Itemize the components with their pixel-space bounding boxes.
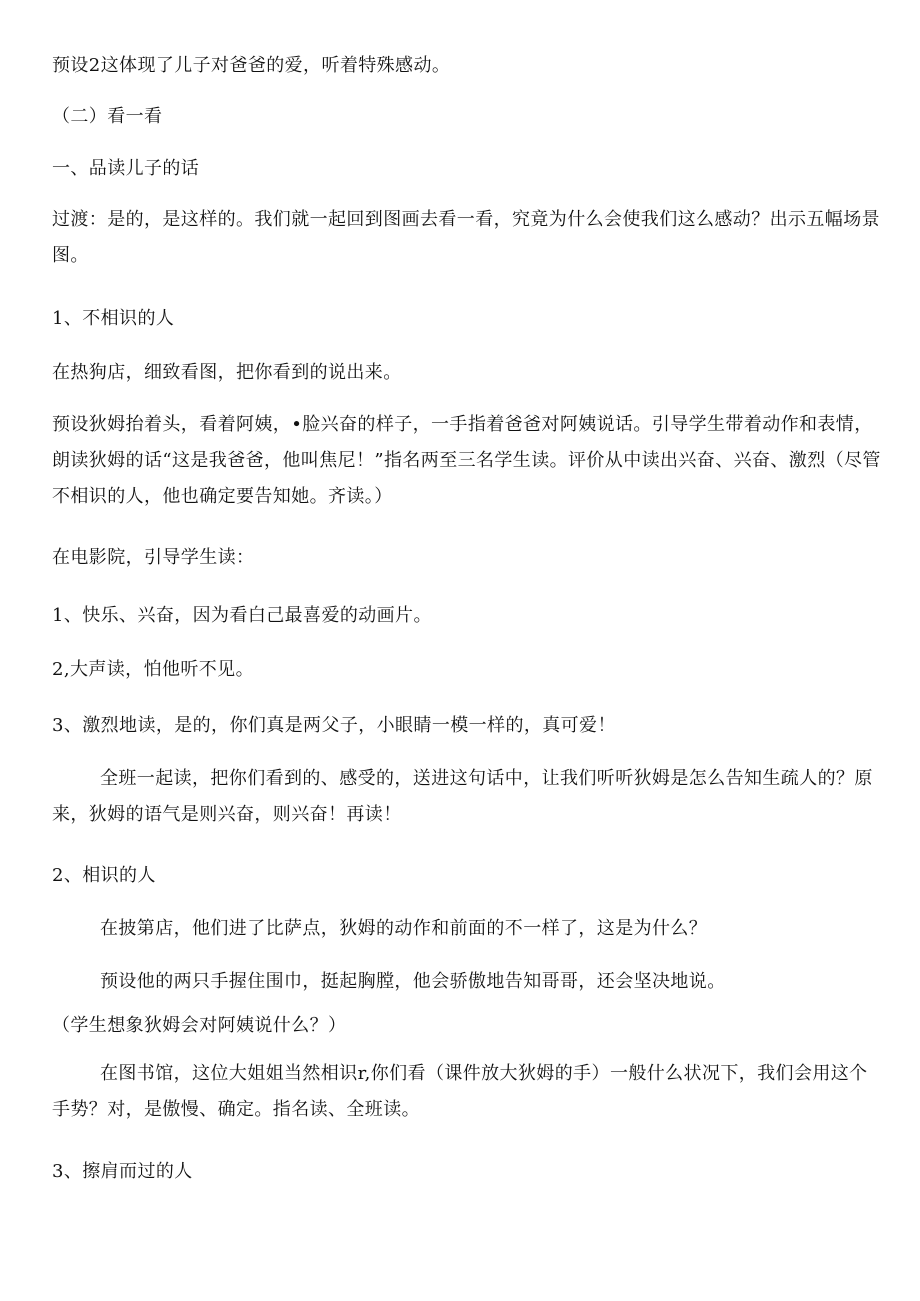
paragraph-preset-dim: 预设狄姆抬着头，看着阿姨，•脸兴奋的样子，一手指着爸爸对阿姨说话。引导学生带着动作和表情，朗读狄姆的话“这是我爸爸，他叫焦尼！”指名两至三名学生读。评价从中读出兴奋、兴奋、激烈（尽管不相识的人，他也确定要告知她。齐读。） <box>52 414 881 507</box>
paragraph-class-read: 全班一起读，把你们看到的、感受的，送进这句话中，让我们听听狄姆是怎么告知生疏人的？原来，狄姆的语气是则兴奋，则兴奋！再读！ <box>52 768 873 825</box>
section-heading-look: （二）看一看 <box>52 106 163 127</box>
paragraph-student-imagine: （学生想象狄姆会对阿姨说什么？） <box>52 1015 347 1036</box>
paragraph-cinema: 在电影院，引导学生读： <box>52 547 255 568</box>
list-item-1: 1、快乐、兴奋，因为看白己最喜爱的动画片。 <box>52 605 432 626</box>
list-item-2: 2,大声读，怕他听不见。 <box>52 659 254 680</box>
paragraph-hotdog-shop: 在热狗店，细致看图，把你看到的说出来。 <box>52 362 402 383</box>
heading-acquaintances: 2、相识的人 <box>52 865 156 886</box>
paragraph-transition: 过渡：是的，是这样的。我们就一起回到图画去看一看，究竟为什么会使我们这么感动？出示五幅场景图。 <box>52 209 880 266</box>
heading-passersby: 3、擦肩而过的人 <box>52 1161 193 1182</box>
list-item-3: 3、激烈地读，是的，你们真是两父子，小眼睛一模一样的，真可爱！ <box>52 715 616 736</box>
paragraph-preset-hands: 预设他的两只手握住围巾，挺起胸膛，他会骄傲地告知哥哥，还会坚决地说。 <box>100 971 726 992</box>
heading-strangers: 1、不相识的人 <box>52 308 175 329</box>
paragraph-pizza-shop: 在披第店，他们进了比萨点，狄姆的动作和前面的不一样了，这是为什么？ <box>100 918 708 939</box>
paragraph-library: 在图书馆，这位大姐姐当然相识r,你们看（课件放大狄姆的手）一般什么状况下，我们会用这个手势？对，是傲慢、确定。指名读、全班读。 <box>52 1063 868 1120</box>
paragraph-preset-2: 预设2这体现了儿子对爸爸的爱，听着特殊感动。 <box>52 55 451 76</box>
heading-read-son-words: 一、品读儿子的话 <box>52 158 200 179</box>
